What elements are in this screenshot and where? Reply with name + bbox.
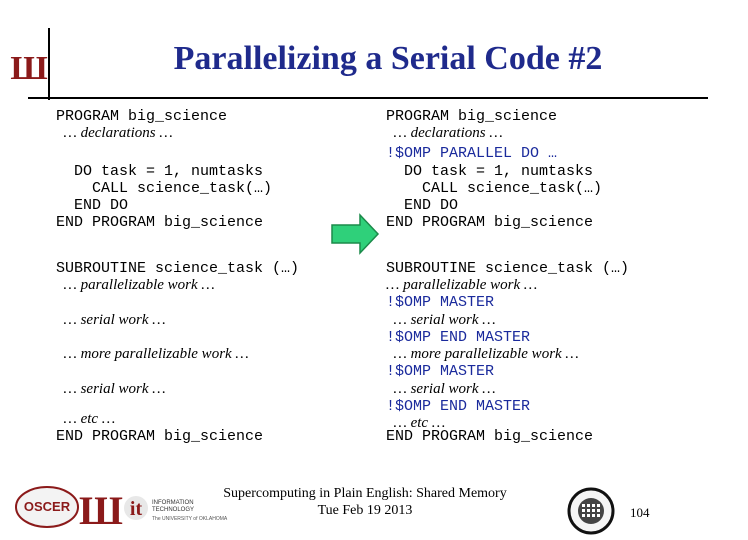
code-line: … etc … [56, 411, 116, 427]
svg-text:OSCER: OSCER [23, 499, 71, 514]
slide-title: Parallelizing a Serial Code #2 [173, 40, 603, 77]
code-line: END DO [386, 197, 459, 214]
code-line: … more parallelizable work … [56, 346, 249, 362]
code-line: END PROGRAM big_science [56, 214, 264, 231]
code-line: !$OMP MASTER [386, 363, 495, 380]
code-line: … serial work … [56, 312, 166, 328]
code-line: … serial work … [56, 381, 166, 397]
code-line: CALL science_task(…) [56, 180, 273, 197]
code-line: SUBROUTINE science_task (…) [56, 260, 300, 277]
code-line: … parallelizable work … [56, 277, 215, 293]
page-number: 104 [630, 505, 650, 520]
code-line: … etc … [386, 415, 446, 431]
code-line: SUBROUTINE science_task (…) [386, 260, 630, 277]
svg-text:it: it [129, 498, 143, 520]
code-line: !$OMP END MASTER [386, 329, 531, 346]
code-line: !$OMP END MASTER [386, 398, 531, 415]
svg-text:TECHNOLOGY: TECHNOLOGY [152, 507, 195, 513]
code-line: … more parallelizable work … [386, 346, 579, 362]
code-line: … declarations … [56, 125, 173, 141]
code-line: … parallelizable work … [386, 277, 538, 293]
svg-text:The UNIVERSITY of OKLAHOMA: The UNIVERSITY of OKLAHOMA [152, 516, 228, 522]
code-line: END PROGRAM big_science [56, 428, 264, 445]
arrow-right-icon [332, 213, 380, 255]
footer-line-1: Supercomputing in Plain English: Shared Memory [223, 486, 507, 501]
code-line: !$OMP PARALLEL DO … [386, 145, 558, 162]
code-line: PROGRAM big_science [56, 108, 228, 125]
oscer-logo-icon [14, 484, 80, 530]
svg-text:Ш: Ш [79, 488, 123, 533]
code-line: CALL science_task(…) [386, 180, 603, 197]
footer-line-2: Tue Feb 19 2013 [317, 503, 413, 518]
slide-footer [190, 485, 540, 519]
code-line: PROGRAM big_science [386, 108, 558, 125]
code-line: … serial work … [386, 312, 496, 328]
code-line: DO task = 1, numtasks [386, 163, 594, 180]
code-line: DO task = 1, numtasks [56, 163, 264, 180]
code-line: END PROGRAM big_science [386, 428, 594, 445]
code-line: !$OMP MASTER [386, 294, 495, 311]
code-line: END DO [56, 197, 129, 214]
svg-text:Ш: Ш [10, 50, 48, 87]
ou-bottom-logo-icon [79, 484, 123, 533]
svg-text:INFORMATION: INFORMATION [152, 500, 194, 506]
title-horizontal-rule [28, 97, 708, 99]
sponsor-seal-icon [567, 487, 615, 535]
code-line: END PROGRAM big_science [386, 214, 594, 231]
code-line: … declarations … [386, 125, 503, 141]
code-line: … serial work … [386, 381, 496, 397]
